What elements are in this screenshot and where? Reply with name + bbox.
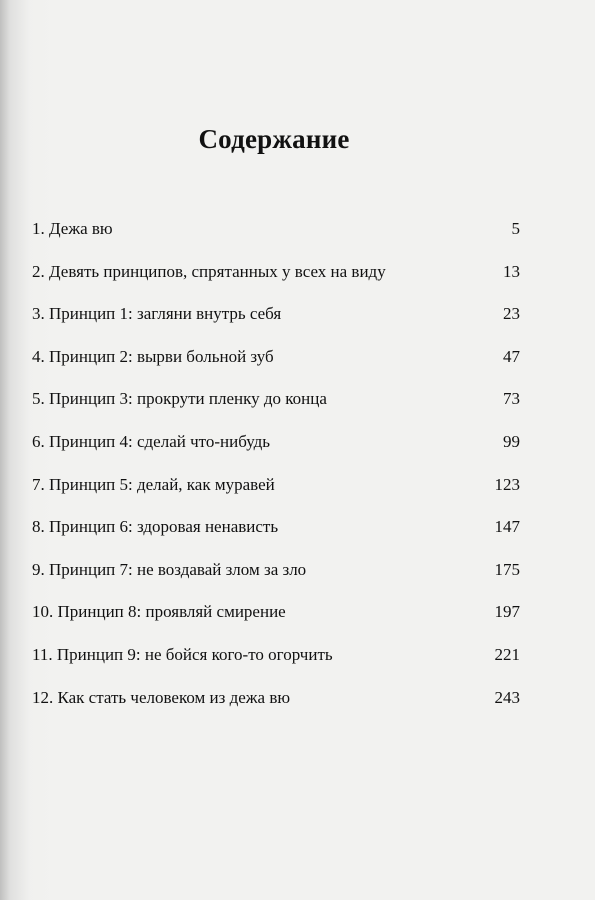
toc-page-number: 123 xyxy=(494,474,520,494)
toc-page-number: 197 xyxy=(494,602,520,622)
toc-page-number: 13 xyxy=(503,261,520,281)
toc-entry-11 xyxy=(32,644,520,687)
toc-page-number: 99 xyxy=(503,431,520,451)
toc-entry-label: 8. Принцип 6: здоровая ненависть xyxy=(32,517,279,537)
toc-entry-9 xyxy=(32,559,520,602)
toc-entry-label: 12. Как стать человеком из дежа вю xyxy=(32,687,291,707)
toc-page-number: 221 xyxy=(494,644,520,664)
toc-page-number: 23 xyxy=(503,304,520,324)
toc-entry-label: 5. Принцип 3: прокрути пленку до конца xyxy=(32,389,327,409)
toc-entry-label: 10. Принцип 8: проявляй смирение xyxy=(32,602,286,622)
toc-page-number: 73 xyxy=(503,389,520,409)
toc-entry-label: 7. Принцип 5: делай, как муравей xyxy=(32,474,275,494)
toc-entry-10 xyxy=(32,601,520,644)
toc-entry-label: 9. Принцип 7: не воздавай злом за зло xyxy=(32,559,307,579)
toc-entry-3 xyxy=(32,303,520,346)
toc-entry-label: 1. Дежа вю xyxy=(32,219,113,238)
toc-entry-7 xyxy=(32,474,520,517)
toc-entry-5 xyxy=(32,388,520,431)
toc-page-number: 5 xyxy=(511,219,520,238)
toc-page-number: 47 xyxy=(503,346,520,366)
toc-entry-label: 6. Принцип 4: сделай что-нибудь xyxy=(32,431,271,451)
toc-entry-8 xyxy=(32,516,520,559)
toc-page-number: 243 xyxy=(494,687,520,707)
toc-entry-label: 3. Принцип 1: загляни внутрь себя xyxy=(32,304,282,324)
toc-page-number: 175 xyxy=(494,559,520,579)
page-title: Содержание xyxy=(198,124,350,154)
table-of-contents xyxy=(32,218,520,729)
toc-entry-6 xyxy=(32,431,520,474)
toc-entry-label: 11. Принцип 9: не бойся кого-то огорчить xyxy=(32,644,333,664)
toc-entry-2 xyxy=(32,261,520,304)
toc-entry-label: 2. Девять принципов, спрятанных у всех на виду xyxy=(32,261,386,281)
toc-entry-1 xyxy=(32,218,520,261)
toc-entry-12 xyxy=(32,687,520,730)
toc-entry-4 xyxy=(32,346,520,389)
toc-page-number: 147 xyxy=(494,517,520,537)
toc-entry-label: 4. Принцип 2: вырви больной зуб xyxy=(32,346,274,366)
